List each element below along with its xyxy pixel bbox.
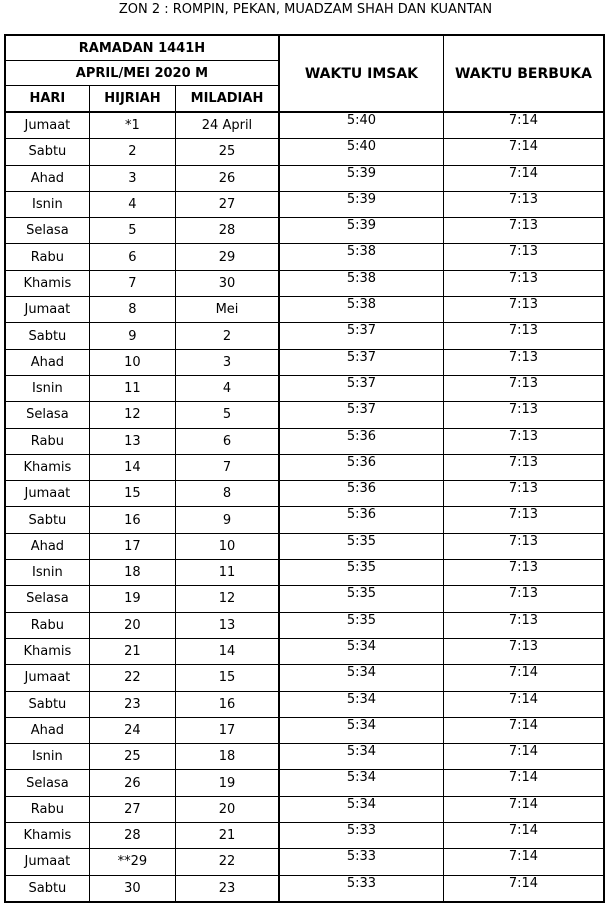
- berbuka-time-cell: 7:13: [443, 612, 604, 638]
- imsak-time-cell: 5:37: [279, 323, 444, 349]
- table-row: [5, 717, 604, 743]
- berbuka-time-cell: 7:14: [443, 823, 604, 849]
- hijriah-cell: 4: [89, 191, 175, 217]
- berbuka-time-cell: 7:13: [443, 533, 604, 559]
- table-row: [5, 507, 604, 533]
- berbuka-time-cell: 7:13: [443, 560, 604, 586]
- hijriah-cell: 18: [89, 560, 175, 586]
- hijriah-cell: 23: [89, 691, 175, 717]
- hijriah-cell: 25: [89, 744, 175, 770]
- day-cell: Sabtu: [5, 507, 89, 533]
- day-cell: Isnin: [5, 744, 89, 770]
- berbuka-time-cell: 7:14: [443, 691, 604, 717]
- day-cell: Selasa: [5, 218, 89, 244]
- day-cell: Sabtu: [5, 139, 89, 165]
- miladiah-cell: 12: [176, 586, 279, 612]
- berbuka-time-cell: 7:13: [443, 638, 604, 664]
- berbuka-time-cell: 7:13: [443, 507, 604, 533]
- imsak-time-cell: 5:33: [279, 849, 444, 875]
- table-row: [5, 796, 604, 822]
- hijriah-cell: 5: [89, 218, 175, 244]
- hijriah-cell: 11: [89, 375, 175, 401]
- day-cell: Sabtu: [5, 875, 89, 902]
- imsak-time-cell: 5:38: [279, 244, 444, 270]
- berbuka-time-cell: 7:14: [443, 796, 604, 822]
- imsak-time-cell: 5:40: [279, 139, 444, 165]
- imsak-time-cell: 5:39: [279, 165, 444, 191]
- imsak-time-cell: 5:35: [279, 533, 444, 559]
- day-cell: Jumaat: [5, 297, 89, 323]
- table-row: [5, 665, 604, 691]
- berbuka-time-cell: 7:13: [443, 218, 604, 244]
- table-row: [5, 849, 604, 875]
- day-cell: Isnin: [5, 375, 89, 401]
- imsak-time-cell: 5:33: [279, 875, 444, 902]
- table-row: [5, 428, 604, 454]
- hijriah-cell: 27: [89, 796, 175, 822]
- ramadan-schedule-table: [4, 34, 605, 903]
- miladiah-cell: 14: [176, 638, 279, 664]
- table-row: [5, 139, 604, 165]
- hijriah-cell: 9: [89, 323, 175, 349]
- imsak-time-cell: 5:35: [279, 586, 444, 612]
- day-cell: Isnin: [5, 560, 89, 586]
- hijriah-cell: **29: [89, 849, 175, 875]
- imsak-time-cell: 5:35: [279, 612, 444, 638]
- miladiah-cell: 18: [176, 744, 279, 770]
- day-cell: Khamis: [5, 638, 89, 664]
- table-row: [5, 323, 604, 349]
- table-row: [5, 770, 604, 796]
- imsak-time-cell: 5:38: [279, 270, 444, 296]
- imsak-time-cell: 5:36: [279, 507, 444, 533]
- miladiah-cell: 16: [176, 691, 279, 717]
- miladiah-cell: Mei: [176, 297, 279, 323]
- table-row: [5, 586, 604, 612]
- berbuka-time-cell: 7:13: [443, 586, 604, 612]
- miladiah-cell: 11: [176, 560, 279, 586]
- day-cell: Rabu: [5, 244, 89, 270]
- day-cell: Khamis: [5, 823, 89, 849]
- miladiah-cell: 23: [176, 875, 279, 902]
- table-row: [5, 112, 604, 139]
- imsak-time-cell: 5:36: [279, 481, 444, 507]
- hijriah-cell: 19: [89, 586, 175, 612]
- berbuka-time-cell: 7:14: [508, 875, 539, 891]
- miladiah-cell: 30: [176, 270, 279, 296]
- miladiah-cell: 17: [176, 717, 279, 743]
- berbuka-time-cell: 7:13: [443, 349, 604, 375]
- table-row: [5, 638, 604, 664]
- imsak-time-cell: 5:33: [279, 823, 444, 849]
- imsak-time-cell: 5:34: [279, 638, 444, 664]
- imsak-time-cell: 5:34: [279, 717, 444, 743]
- table-body: [5, 112, 604, 902]
- day-cell: Selasa: [5, 770, 89, 796]
- hijriah-cell: *1: [89, 112, 175, 139]
- table-row: [5, 270, 604, 296]
- day-cell: Selasa: [5, 586, 89, 612]
- miladiah-cell: 5: [176, 402, 279, 428]
- day-cell: Selasa: [5, 402, 89, 428]
- day-cell: Jumaat: [5, 481, 89, 507]
- berbuka-time-cell: 7:14: [443, 770, 604, 796]
- berbuka-time-cell: 7:13: [443, 270, 604, 296]
- hijriah-cell: 15: [89, 481, 175, 507]
- imsak-time-cell: 5:37: [279, 349, 444, 375]
- day-cell: Rabu: [5, 796, 89, 822]
- hijriah-cell: 26: [89, 770, 175, 796]
- ramadan-year-header: RAMADAN 1441H: [5, 35, 279, 61]
- hijriah-cell: 12: [89, 402, 175, 428]
- berbuka-time-cell: 7:14: [443, 139, 604, 165]
- miladiah-cell: 22: [176, 849, 279, 875]
- hijriah-cell: 21: [89, 638, 175, 664]
- imsak-time-cell: 5:34: [279, 691, 444, 717]
- hijriah-cell: 28: [89, 823, 175, 849]
- miladiah-cell: 9: [176, 507, 279, 533]
- hijriah-header: HIJRIAH: [89, 86, 175, 113]
- hijriah-cell: 13: [89, 428, 175, 454]
- imsak-time-cell: 5:40: [279, 112, 444, 139]
- berbuka-time-cell: 7:14: [443, 165, 604, 191]
- miladiah-cell: 7: [176, 454, 279, 480]
- imsak-time-cell: 5:34: [279, 770, 444, 796]
- table-row: [5, 402, 604, 428]
- day-cell: Sabtu: [5, 691, 89, 717]
- day-cell: Isnin: [5, 191, 89, 217]
- table-row: [5, 349, 604, 375]
- hijriah-cell: 10: [89, 349, 175, 375]
- hijriah-cell: 17: [89, 533, 175, 559]
- miladiah-cell: 21: [176, 823, 279, 849]
- berbuka-time-cell: 7:14: [443, 717, 604, 743]
- berbuka-time-cell: 7:13: [443, 191, 604, 217]
- table-row: [5, 612, 604, 638]
- berbuka-time-cell: 7:13: [443, 323, 604, 349]
- miladiah-cell: 27: [176, 191, 279, 217]
- berbuka-time-cell: 7:13: [443, 297, 604, 323]
- table-row: [5, 875, 604, 902]
- imsak-time-cell: 5:36: [279, 454, 444, 480]
- berbuka-header: WAKTU BERBUKA: [443, 35, 604, 112]
- table-row: [5, 297, 604, 323]
- imsak-time-cell: 5:35: [279, 560, 444, 586]
- imsak-time-cell: 5:38: [279, 297, 444, 323]
- berbuka-time-cell: 7:14: [443, 849, 604, 875]
- hijriah-cell: 30: [89, 875, 175, 902]
- day-cell: Jumaat: [5, 665, 89, 691]
- berbuka-time-cell: 7:14: [443, 112, 604, 139]
- hijriah-cell: 8: [89, 297, 175, 323]
- day-cell: Khamis: [5, 454, 89, 480]
- berbuka-time-cell: 7:13: [443, 454, 604, 480]
- day-cell: Ahad: [5, 717, 89, 743]
- berbuka-time-cell: 7:14: [443, 665, 604, 691]
- month-header: APRIL/MEI 2020 M: [5, 61, 279, 86]
- miladiah-cell: 4: [176, 375, 279, 401]
- miladiah-header: MILADIAH: [176, 86, 279, 113]
- day-cell: Rabu: [5, 612, 89, 638]
- miladiah-cell: 13: [176, 612, 279, 638]
- miladiah-cell: 19: [176, 770, 279, 796]
- day-cell: Ahad: [5, 533, 89, 559]
- imsak-time-cell: 5:34: [279, 665, 444, 691]
- berbuka-time-cell: 7:13: [443, 402, 604, 428]
- miladiah-cell: 10: [176, 533, 279, 559]
- day-cell: Ahad: [5, 349, 89, 375]
- table-row: [5, 191, 604, 217]
- miladiah-cell: 8: [176, 481, 279, 507]
- table-row: [5, 560, 604, 586]
- miladiah-cell: 28: [176, 218, 279, 244]
- miladiah-cell: 29: [176, 244, 279, 270]
- berbuka-time-cell: 7:13: [443, 481, 604, 507]
- berbuka-time-cell: 7:13: [443, 428, 604, 454]
- hijriah-cell: 3: [89, 165, 175, 191]
- table-row: [5, 218, 604, 244]
- imsak-time-cell: 5:37: [279, 402, 444, 428]
- hari-header: HARI: [5, 86, 89, 113]
- imsak-time-cell: 5:39: [279, 218, 444, 244]
- hijriah-cell: 20: [89, 612, 175, 638]
- imsak-time-cell: 5:36: [279, 428, 444, 454]
- hijriah-cell: 14: [89, 454, 175, 480]
- imsak-time-cell: 5:34: [279, 796, 444, 822]
- miladiah-cell: 6: [176, 428, 279, 454]
- day-cell: Jumaat: [5, 849, 89, 875]
- table-row: [5, 375, 604, 401]
- imsak-header: WAKTU IMSAK: [279, 35, 444, 112]
- miladiah-cell: 15: [176, 665, 279, 691]
- table-row: [5, 533, 604, 559]
- imsak-time-cell: 5:34: [279, 744, 444, 770]
- miladiah-cell: 24 April: [176, 112, 279, 139]
- zone-title: ZON 2 : ROMPIN, PEKAN, MUADZAM SHAH DAN KUANTAN: [118, 2, 493, 17]
- day-cell: Sabtu: [5, 323, 89, 349]
- day-cell: Khamis: [5, 270, 89, 296]
- hijriah-cell: 2: [89, 139, 175, 165]
- miladiah-cell: 25: [176, 139, 279, 165]
- day-cell: Jumaat: [5, 112, 89, 139]
- miladiah-cell: 20: [176, 796, 279, 822]
- hijriah-cell: 16: [89, 507, 175, 533]
- table-row: [5, 744, 604, 770]
- table-row: [5, 454, 604, 480]
- hijriah-cell: 24: [89, 717, 175, 743]
- table-header: [5, 35, 604, 112]
- table-row: [5, 823, 604, 849]
- day-cell: Ahad: [5, 165, 89, 191]
- hijriah-cell: 22: [89, 665, 175, 691]
- imsak-time-cell: 5:37: [279, 375, 444, 401]
- miladiah-cell: 3: [176, 349, 279, 375]
- miladiah-cell: 2: [176, 323, 279, 349]
- imsak-time-cell: 5:39: [279, 191, 444, 217]
- table-row: [5, 244, 604, 270]
- hijriah-cell: 6: [89, 244, 175, 270]
- table-row: [5, 165, 604, 191]
- miladiah-cell: 26: [176, 165, 279, 191]
- table-row: [5, 481, 604, 507]
- day-cell: Rabu: [5, 428, 89, 454]
- berbuka-time-cell: 7:14: [443, 744, 604, 770]
- berbuka-time-cell: 7:13: [443, 244, 604, 270]
- hijriah-cell: 7: [89, 270, 175, 296]
- berbuka-time-cell: 7:13: [443, 375, 604, 401]
- table-row: [5, 691, 604, 717]
